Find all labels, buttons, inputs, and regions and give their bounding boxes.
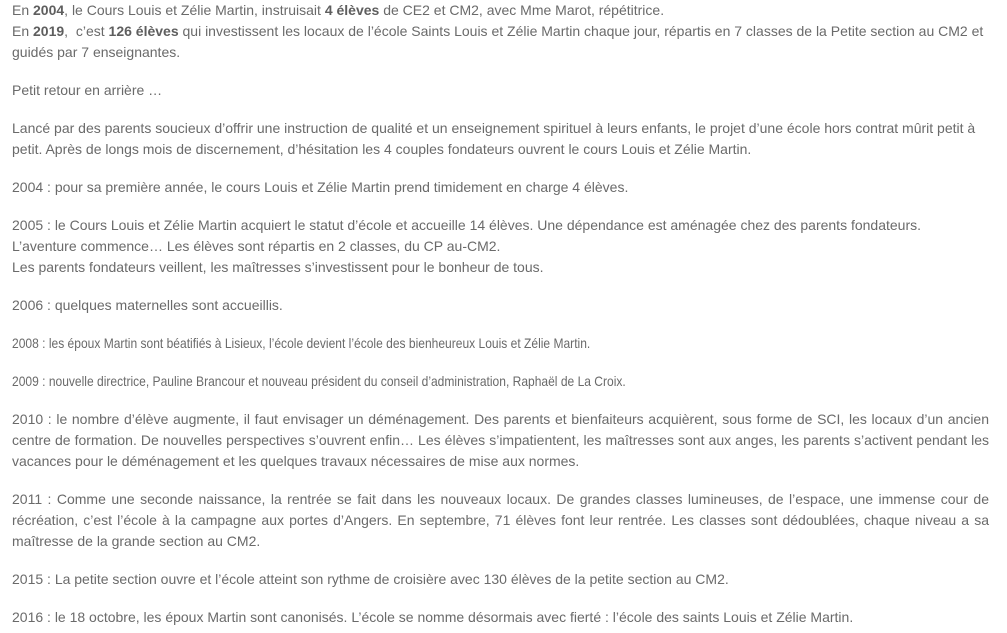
timeline-2005-extra: Les parents fondateurs veillent, les maîtresses s’investissent pour le bonheur de tous.: [12, 259, 544, 275]
text: , c’est: [64, 23, 109, 39]
timeline-2004: 2004 : pour sa première année, le cours Louis et Zélie Martin prend timidement en charge 4 élèves.: [12, 179, 629, 195]
timeline-2010: 2010 : le nombre d’élève augmente, il faut envisager un déménagement. Des parents et bienfaiteurs acquièrent, sous forme de SCI, les locaux d’un ancien centre de formation. De nouvelles perspectives s’ouvrent enfin… Les élèves s’impatientent, les maîtresses sont aux anges, les parents s’activent pendant les vacances pour le déménagement et les quelques travaux nécessaires de mise aux normes.: [12, 411, 989, 469]
timeline-2008-text: 2008 : les époux Martin sont béatifiés à Lisieux, l’école devient l’école des bienheureux Louis et Zélie Martin.: [12, 335, 591, 351]
founding-paragraph: Lancé par des parents soucieux d’offrir une instruction de qualité et un enseignement spirituel à leurs enfants, le projet d’une école hors contrat mûrit petit à petit. Après de longs mois de discernement, d’hésitation les 4 couples fondateurs ouvrent le cours Louis et Zélie Martin.: [12, 120, 976, 157]
retour-paragraph: Petit retour en arrière …: [12, 82, 163, 98]
text: , le Cours Louis et Zélie Martin, instruisait: [64, 2, 325, 18]
text: En: [12, 23, 34, 39]
timeline-2008: [12, 333, 989, 354]
timeline-2009-text: 2009 : nouvelle directrice, Pauline Brancour et nouveau président du conseil d’administration, Raphaël de La Croix.: [12, 373, 626, 389]
timeline-2016: 2016 : le 18 octobre, les époux Martin sont canonisés. L’école se nomme désormais avec fierté : l’école des saints Louis et Zélie Martin.: [12, 609, 854, 625]
timeline-2009: [12, 371, 989, 392]
timeline-2011: 2011 : Comme une seconde naissance, la rentrée se fait dans les nouveaux locaux. De grandes classes lumineuses, de l’espace, une immense cour de récréation, c’est l’école à la campagne aux portes d’Angers. En septembre, 71 élèves font leur rentrée. Les classes sont dédoublées, chaque niveau a sa maîtresse de la grande section au CM2.: [12, 491, 989, 549]
text: de CE2 et CM2, avec Mme Marot, répétitrice.: [379, 2, 665, 18]
text: En: [12, 2, 34, 18]
year-2019-bold: 2019: [33, 23, 65, 39]
timeline-2005: [12, 215, 989, 278]
intro-line-2019: [12, 23, 983, 60]
intro-paragraph: [12, 0, 989, 63]
student-count-4-bold: 4 élèves: [324, 2, 380, 18]
intro-line-2004: [12, 2, 664, 18]
timeline-2006: 2006 : quelques maternelles sont accueillis.: [12, 297, 283, 313]
timeline-2005-main: 2005 : le Cours Louis et Zélie Martin acquiert le statut d’école et accueille 14 élèves. Une dépendance est aménagée chez des parents fondateurs. L’aventure commence… Les élèves sont répartis en 2 classes, du CP au-CM2.: [12, 217, 922, 254]
year-2004-bold: 2004: [33, 2, 65, 18]
text: qui investissent les locaux de l’école Saints Louis et Zélie Martin chaque jour, répartis en 7 classes de la Petite section au CM2 et guidés par 7 enseignantes.: [12, 23, 984, 60]
student-count-126-bold: 126 élèves: [108, 23, 179, 39]
timeline-2015: 2015 : La petite section ouvre et l’école atteint son rythme de croisière avec 130 élèves de la petite section au CM2.: [12, 571, 729, 587]
